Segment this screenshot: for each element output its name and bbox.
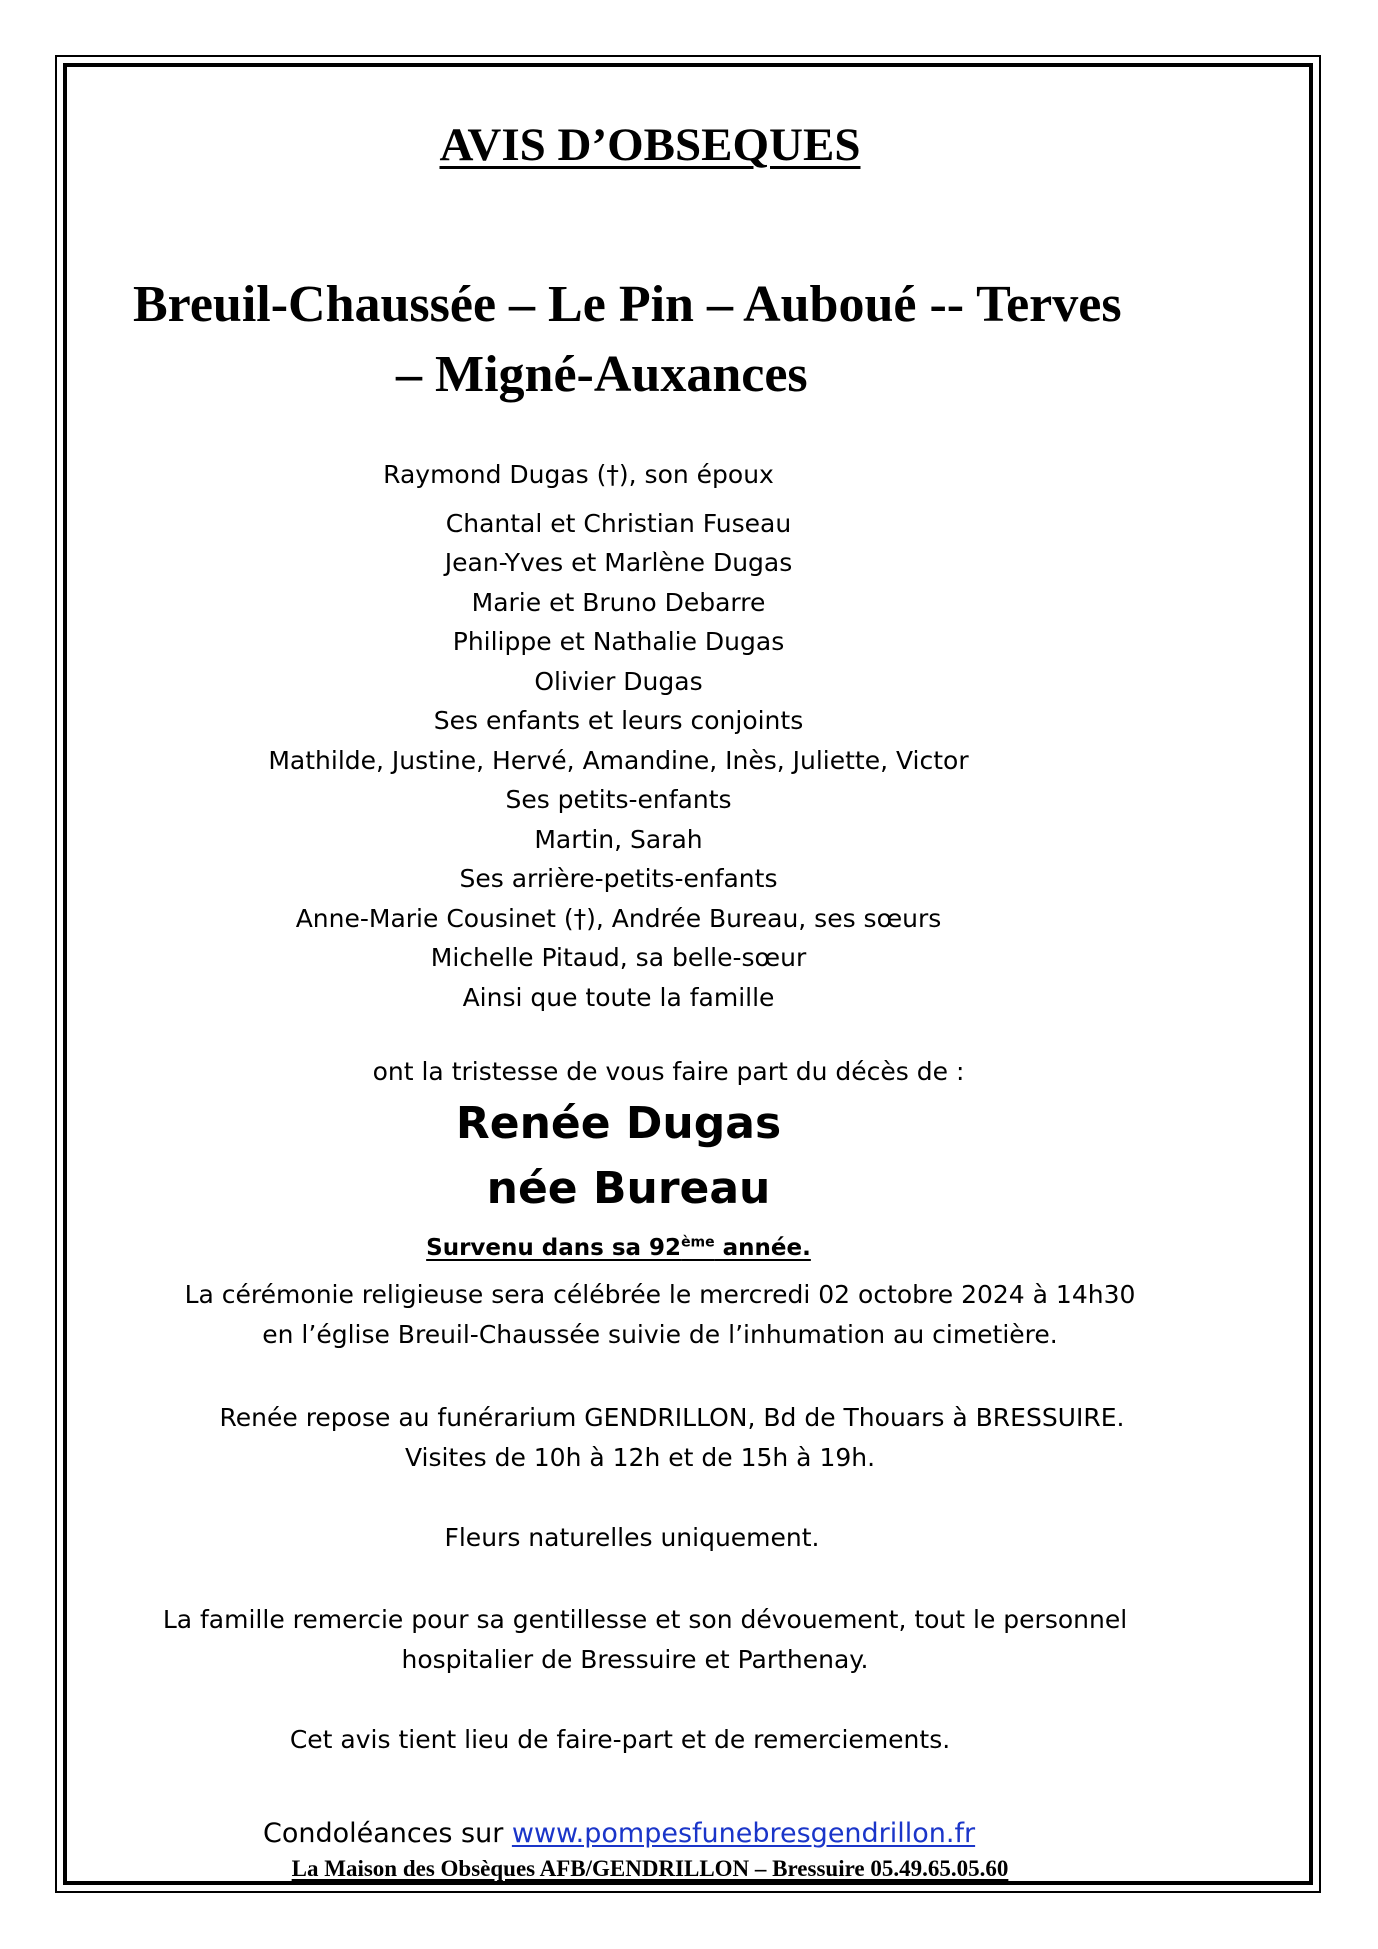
family-line: Philippe et Nathalie Dugas xyxy=(452,627,785,656)
condolences-label: Condoléances sur xyxy=(263,1818,512,1849)
family-line: Martin, Sarah xyxy=(534,825,703,854)
family-line: Chantal et Christian Fuseau xyxy=(445,509,792,538)
family-line: Olivier Dugas xyxy=(534,667,703,696)
family-line: Ses enfants et leurs conjoints xyxy=(433,706,804,735)
condolences-line xyxy=(263,1818,975,1849)
flowers-line: Fleurs naturelles uniquement. xyxy=(444,1523,820,1552)
ceremony-line-1: La cérémonie religieuse sera célébrée le mercredi 02 octobre 2024 à 14h30 xyxy=(184,1280,1136,1309)
places-line-2: – Migné-Auxances xyxy=(396,346,808,403)
family-line: Ses arrière-petits-enfants xyxy=(459,864,778,893)
rest-line-2: Visites de 10h à 12h et de 15h à 19h. xyxy=(404,1443,876,1472)
family-line: Mathilde, Justine, Hervé, Amandine, Inès, Juliette, Victor xyxy=(268,746,969,775)
age-line: Survenu dans sa 92ème année. xyxy=(426,1234,811,1261)
ceremony-line-2: en l’église Breuil-Chaussée suivie de l’inhumation au cimetière. xyxy=(262,1320,1058,1349)
footer-line: La Maison des Obsèques AFB/GENDRILLON – Bressuire 05.49.65.05.60 xyxy=(291,1856,1009,1881)
deceased-name: Renée Dugas xyxy=(455,1098,782,1149)
condolences-link[interactable]: www.pompesfunebresgendrillon.fr xyxy=(511,1818,976,1849)
family-line: Marie et Bruno Debarre xyxy=(471,588,766,617)
thanks-line-2: hospitalier de Bressuire et Parthenay. xyxy=(401,1645,869,1674)
places-line-1: Breuil-Chaussée – Le Pin – Auboué -- Terves xyxy=(133,276,1122,333)
family-line: Ainsi que toute la famille xyxy=(462,983,775,1012)
deceased-maiden-name: née Bureau xyxy=(486,1163,771,1214)
family-line: Anne-Marie Cousinet (†), Andrée Bureau, ses sœurs xyxy=(295,904,942,933)
family-line: Jean-Yves et Marlène Dugas xyxy=(444,548,793,577)
spouse-line: Raymond Dugas (†), son époux xyxy=(383,460,774,489)
rest-line-1: Renée repose au funérarium GENDRILLON, Bd de Thouars à BRESSUIRE. xyxy=(219,1403,1125,1432)
thanks-line-1: La famille remercie pour sa gentillesse et son dévouement, tout le personnel xyxy=(162,1605,1128,1634)
family-line: Ses petits-enfants xyxy=(505,785,732,814)
notice-line: Cet avis tient lieu de faire-part et de remerciements. xyxy=(289,1725,951,1754)
notice-title: AVIS D’OBSEQUES xyxy=(439,119,861,171)
announcement-line: ont la tristesse de vous faire part du décès de : xyxy=(372,1057,965,1086)
family-line: Michelle Pitaud, sa belle-sœur xyxy=(430,943,807,972)
